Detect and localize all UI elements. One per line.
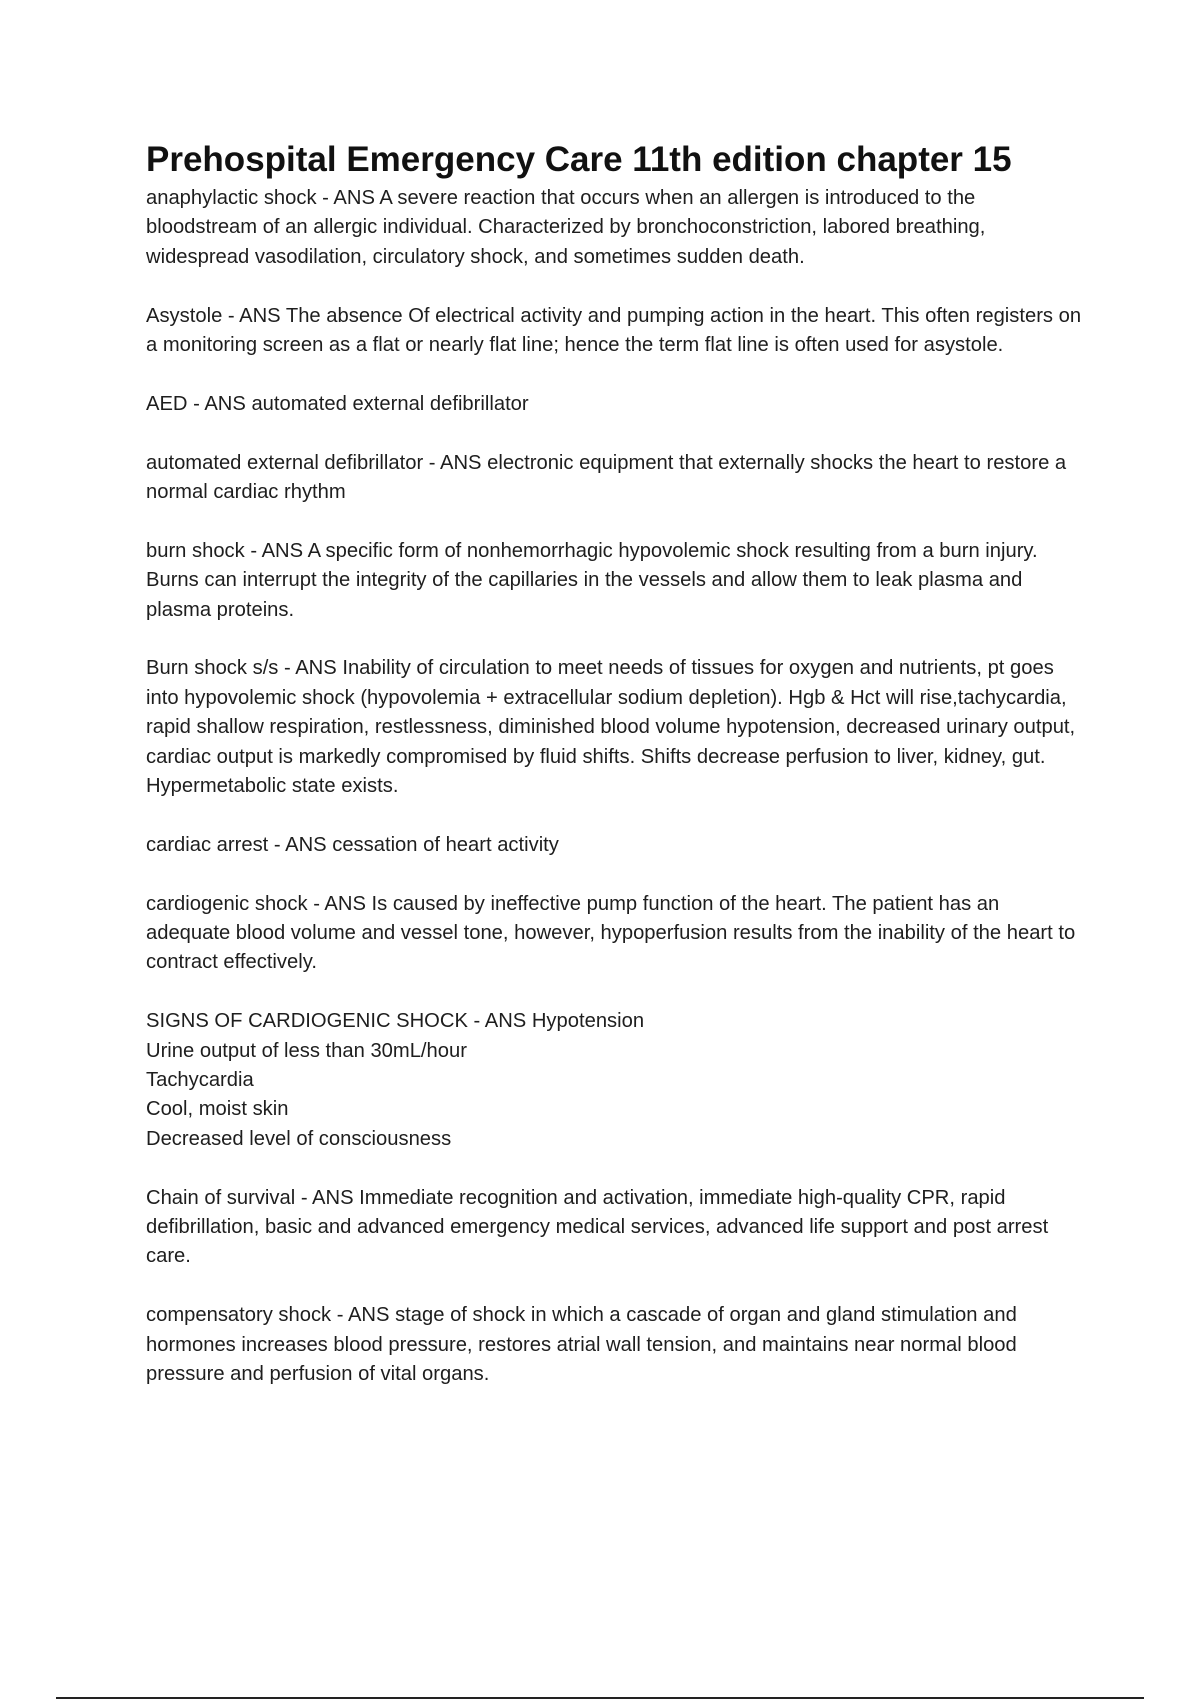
entry-line: Urine output of less than 30mL/hour (146, 1039, 467, 1062)
entry-line: Cool, moist skin (146, 1098, 289, 1121)
entry-aed: AED - ANS automated external defibrillator (146, 392, 529, 415)
page-title: Prehospital Emergency Care 11th edition chapter 15 (146, 140, 1012, 179)
entry-asystole: Asystole - ANS The absence Of electrical activity and pumping action in the heart. This often registers on a monitoring screen as a flat or nearly flat line; hence the term flat line is often used for asystole. (146, 304, 1082, 357)
document-page (146, 140, 1086, 1419)
entry-cardiogenic-shock: cardiogenic shock - ANS Is caused by ineffective pump function of the heart. The patient has an adequate blood volume and vessel tone, however, hypoperfusion results from the inability of the heart to contract effectively. (146, 892, 1076, 974)
entry-chain-of-survival: Chain of survival - ANS Immediate recognition and activation, immediate high-quality CPR, rapid defibrillation, basic and advanced emergency medical services, advanced life support and post arrest care. (146, 1186, 1049, 1268)
entry-signs-of-cardiogenic-shock (146, 1007, 1086, 1154)
entry-burn-shock: burn shock - ANS A specific form of nonhemorrhagic hypovolemic shock resulting from a burn injury. Burns can interrupt the integrity of the capillaries in the vessels and allow them to leak plasma and plasma proteins. (146, 539, 1038, 621)
entry-line: SIGNS OF CARDIOGENIC SHOCK - ANS Hypotension (146, 1010, 645, 1033)
footer-divider (56, 1697, 1144, 1699)
entry-compensatory-shock: compensatory shock - ANS stage of shock in which a cascade of organ and gland stimulation and hormones increases blood pressure, restores atrial wall tension, and maintains near normal blood pressure and perfusion of vital organs. (146, 1304, 1017, 1386)
entry-automated-external-defibrillator: automated external defibrillator - ANS electronic equipment that externally shocks the heart to restore a normal cardiac rhythm (146, 451, 1067, 504)
entry-line: Decreased level of consciousness (146, 1127, 452, 1150)
entry-burn-shock-signs: Burn shock s/s - ANS Inability of circulation to meet needs of tissues for oxygen and nutrients, pt goes into hypovolemic shock (hypovolemia + extracellular sodium depletion). Hgb & Hct will rise,tachycardia, rapid shallow respiration, restlessness, diminished blood volume hypotension, decreased urinary output, cardiac output is markedly compromised by fluid shifts. Shifts decrease perfusion to liver, kidney, gut. Hypermetabolic state exists. (146, 657, 1076, 798)
entry-line: Tachycardia (146, 1069, 254, 1092)
entry-cardiac-arrest: cardiac arrest - ANS cessation of heart activity (146, 833, 559, 856)
entry-anaphylactic-shock: anaphylactic shock - ANS A severe reaction that occurs when an allergen is introduced to the bloodstream of an allergic individual. Characterized by bronchoconstriction, labored breathing, widespread vasodilation, circulatory shock, and sometimes sudden death. (146, 187, 986, 268)
